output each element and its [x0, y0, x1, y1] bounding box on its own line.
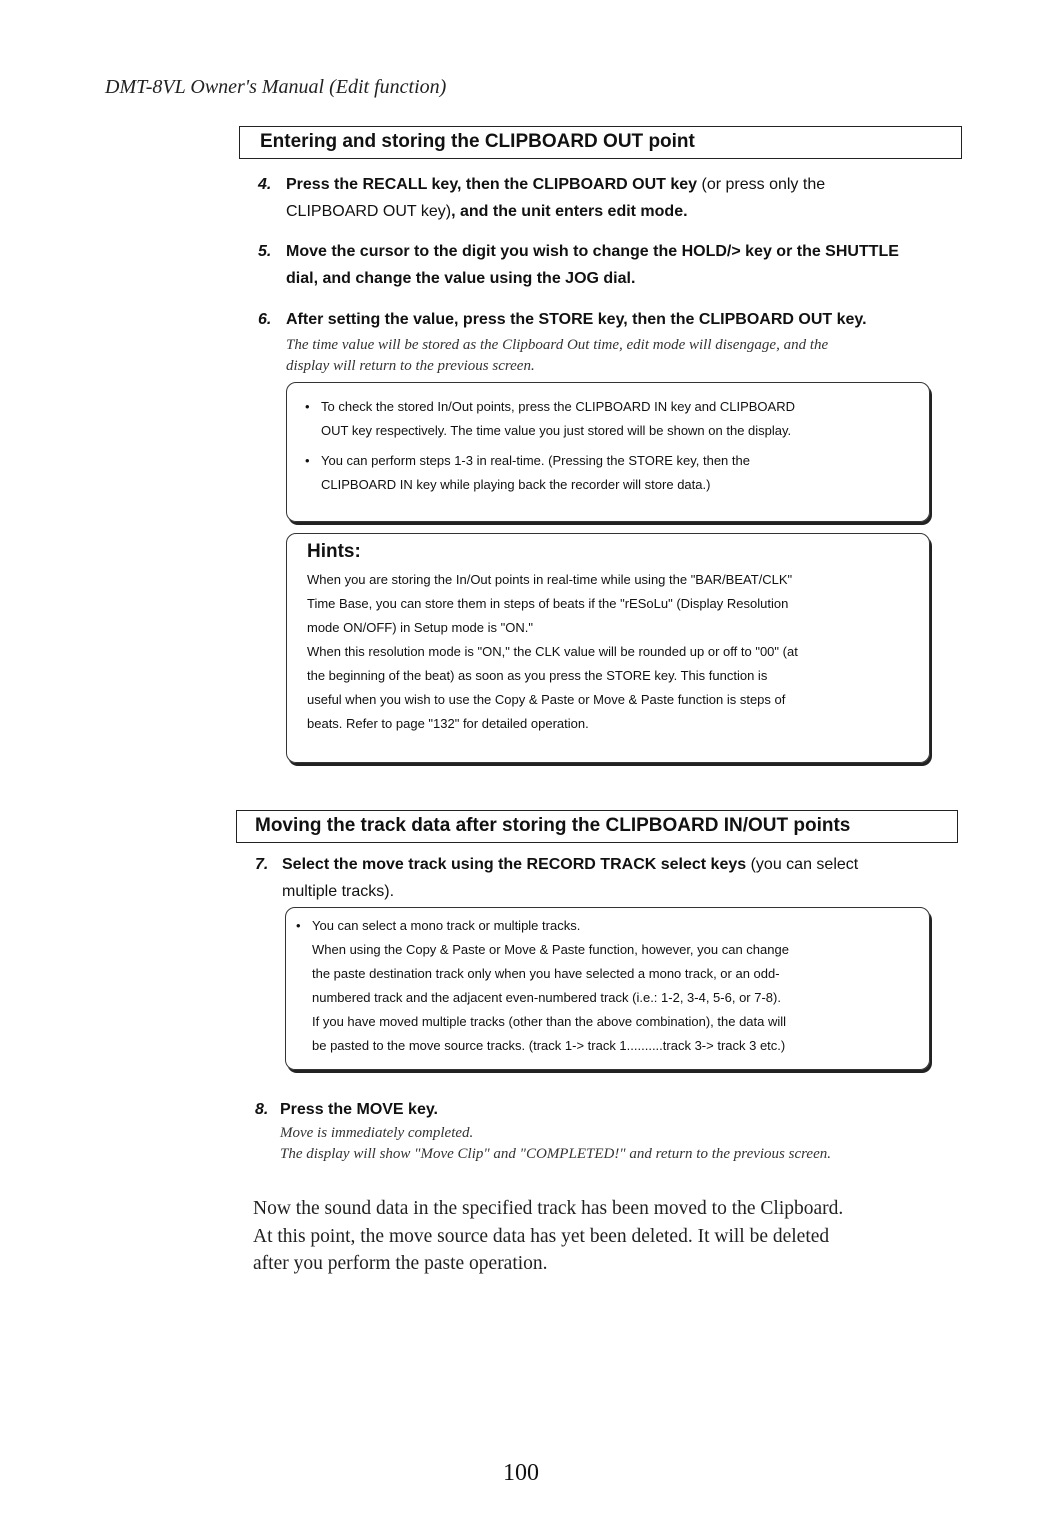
step-8-result-2: The display will show "Move Clip" and "COMPLETED!" and return to the previous screen.: [280, 1146, 831, 1162]
note-line: When using the Copy & Paste or Move & Paste function, however, you can change: [312, 942, 789, 957]
hints-line: When you are storing the In/Out points in real-time while using the "BAR/BEAT/CLK": [307, 572, 793, 587]
step-5-line-1: Move the cursor to the digit you wish to change the HOLD/> key or the SHUTTLE: [286, 243, 899, 260]
body-paragraph: [253, 1195, 973, 1278]
body-line: after you perform the paste operation.: [253, 1253, 548, 1274]
step-6-instruction: After setting the value, press the STORE key, then the CLIPBOARD OUT key.: [286, 311, 867, 328]
hints-box: [286, 533, 930, 763]
step-number: 4.: [258, 176, 272, 193]
step-number: 8.: [255, 1101, 269, 1118]
step-4: [258, 171, 958, 225]
page-number: 100: [503, 1460, 539, 1486]
step-number: 5.: [258, 243, 272, 260]
bullet-icon: •: [305, 399, 310, 414]
hints-line: beats. Refer to page "132" for detailed operation.: [307, 716, 589, 731]
bullet-icon: •: [296, 918, 301, 933]
note-line: You can select a mono track or multiple tracks.: [312, 918, 581, 933]
note-2-line-1: You can perform steps 1-3 in real-time. (Pressing the STORE key, then the: [321, 453, 750, 468]
hints-line: useful when you wish to use the Copy & Paste or Move & Paste function is steps of: [307, 692, 786, 707]
note-line: If you have moved multiple tracks (other than the above combination), the data will: [312, 1014, 787, 1029]
step-4-note: (or press only the: [697, 176, 826, 193]
step-6: [258, 306, 968, 377]
note-box-track-selection: [285, 907, 930, 1070]
bullet-icon: •: [305, 453, 310, 468]
hints-line: the beginning of the beat) as soon as you press the STORE key. This function is: [307, 668, 768, 683]
note-2-line-2: CLIPBOARD IN key while playing back the recorder will store data.): [321, 477, 711, 492]
step-4-instruction: Press the RECALL key, then the CLIPBOARD OUT key: [286, 176, 698, 193]
step-4-result: , and the unit enters edit mode.: [451, 203, 688, 220]
step-8: [255, 1096, 965, 1165]
note-1-line-1: To check the stored In/Out points, press the CLIPBOARD IN key and CLIPBOARD: [321, 399, 795, 414]
step-number: 6.: [258, 311, 272, 328]
hints-line: mode ON/OFF) in Setup mode is "ON.": [307, 620, 533, 635]
step-6-result-2: display will return to the previous screen.: [286, 358, 535, 374]
step-4-note-cont: CLIPBOARD OUT key): [286, 203, 452, 220]
step-7: [255, 851, 955, 905]
section-heading-moving-track: Moving the track data after storing the CLIPBOARD IN/OUT points: [236, 810, 958, 843]
step-5: [258, 238, 968, 292]
page-header: DMT-8VL Owner's Manual (Edit function): [105, 76, 447, 98]
step-7-note-cont: multiple tracks).: [282, 883, 395, 900]
note-box-stored-points: [286, 382, 930, 522]
hints-line: Time Base, you can store them in steps of beats if the "rESoLu" (Display Resolution: [307, 596, 789, 611]
note-line: numbered track and the adjacent even-numbered track (i.e.: 1-2, 3-4, 5-6, or 7-8).: [312, 990, 781, 1005]
body-line: Now the sound data in the specified track has been moved to the Clipboard.: [253, 1198, 844, 1219]
hints-line: When this resolution mode is "ON," the CLK value will be rounded up or off to "00" (at: [307, 644, 798, 659]
step-8-instruction: Press the MOVE key.: [280, 1101, 438, 1118]
hints-title: Hints:: [307, 541, 361, 562]
section-heading-clipboard-out: Entering and storing the CLIPBOARD OUT point: [239, 126, 962, 159]
step-7-note: (you can select: [746, 856, 859, 873]
note-line: the paste destination track only when you have selected a mono track, or an odd-: [312, 966, 780, 981]
body-line: At this point, the move source data has yet been deleted. It will be deleted: [253, 1225, 830, 1247]
step-7-instruction: Select the move track using the RECORD TRACK select keys: [282, 856, 747, 873]
note-1-line-2: OUT key respectively. The time value you just stored will be shown on the display.: [321, 423, 792, 438]
step-5-line-2: dial, and change the value using the JOG dial.: [286, 270, 636, 287]
step-number: 7.: [255, 856, 269, 873]
note-line: be pasted to the move source tracks. (track 1-> track 1..........track 3-> track 3 etc.): [312, 1038, 786, 1053]
step-6-result-1: The time value will be stored as the Clipboard Out time, edit mode will disengage, and the: [286, 337, 829, 353]
step-8-result-1: Move is immediately completed.: [280, 1125, 474, 1141]
